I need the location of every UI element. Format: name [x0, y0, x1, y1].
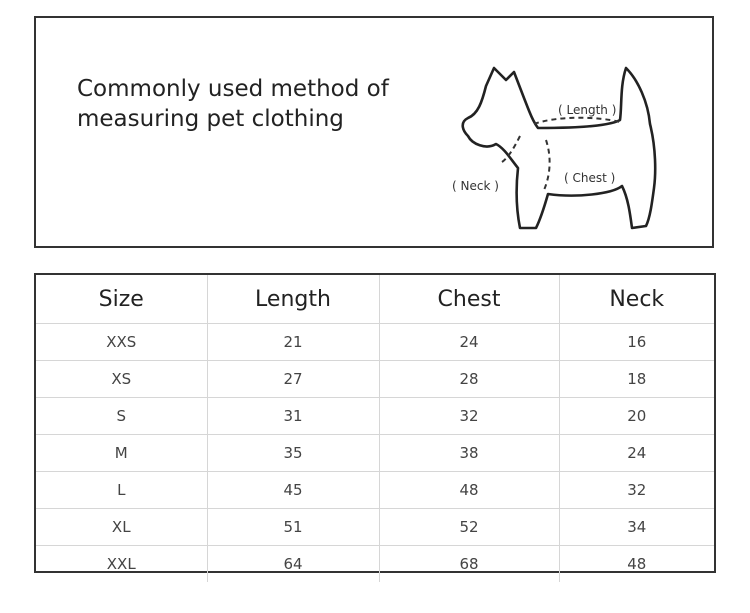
- size-chart: [34, 273, 716, 573]
- length-cell: 21: [207, 324, 379, 361]
- length-cell: 27: [207, 361, 379, 398]
- size-table: [36, 275, 714, 582]
- header-length: Length: [207, 275, 379, 324]
- chest-cell: 38: [379, 435, 559, 472]
- guide-text-line-2: measuring pet clothing: [77, 106, 344, 132]
- neck-cell: 32: [559, 472, 714, 509]
- neck-label: ( Neck ): [452, 179, 499, 193]
- table-row: [36, 435, 714, 472]
- length-cell: 64: [207, 546, 379, 583]
- chest-cell: 24: [379, 324, 559, 361]
- table-row: [36, 324, 714, 361]
- length-cell: 35: [207, 435, 379, 472]
- length-cell: 45: [207, 472, 379, 509]
- table-row: [36, 509, 714, 546]
- size-cell: XXS: [36, 324, 207, 361]
- header-chest: Chest: [379, 275, 559, 324]
- length-cell: 31: [207, 398, 379, 435]
- table-header-row: [36, 275, 714, 324]
- length-cell: 51: [207, 509, 379, 546]
- size-cell: XXL: [36, 546, 207, 583]
- dog-measurement-diagram: [416, 58, 676, 243]
- chest-cell: 48: [379, 472, 559, 509]
- size-cell: XL: [36, 509, 207, 546]
- dog-silhouette: [463, 68, 655, 228]
- neck-cell: 48: [559, 546, 714, 583]
- chest-label: ( Chest ): [564, 171, 616, 185]
- neck-cell: 18: [559, 361, 714, 398]
- neck-cell: 20: [559, 398, 714, 435]
- chest-cell: 52: [379, 509, 559, 546]
- size-cell: XS: [36, 361, 207, 398]
- neck-cell: 34: [559, 509, 714, 546]
- table-row: [36, 546, 714, 583]
- chest-cell: 32: [379, 398, 559, 435]
- table-row: [36, 361, 714, 398]
- neck-cell: 24: [559, 435, 714, 472]
- header-size: Size: [98, 286, 144, 312]
- neck-cell: 16: [559, 324, 714, 361]
- chest-cell: 28: [379, 361, 559, 398]
- measurement-guide-text: [77, 74, 407, 134]
- size-cell: S: [36, 398, 207, 435]
- size-cell: M: [36, 435, 207, 472]
- length-label: ( Length ): [558, 103, 617, 117]
- chest-cell: 68: [379, 546, 559, 583]
- table-row: [36, 398, 714, 435]
- size-cell: L: [36, 472, 207, 509]
- header-neck: Neck: [559, 275, 714, 324]
- guide-text-line-1: Commonly used method of: [77, 76, 389, 102]
- measurement-guide-box: [34, 16, 714, 248]
- table-row: [36, 472, 714, 509]
